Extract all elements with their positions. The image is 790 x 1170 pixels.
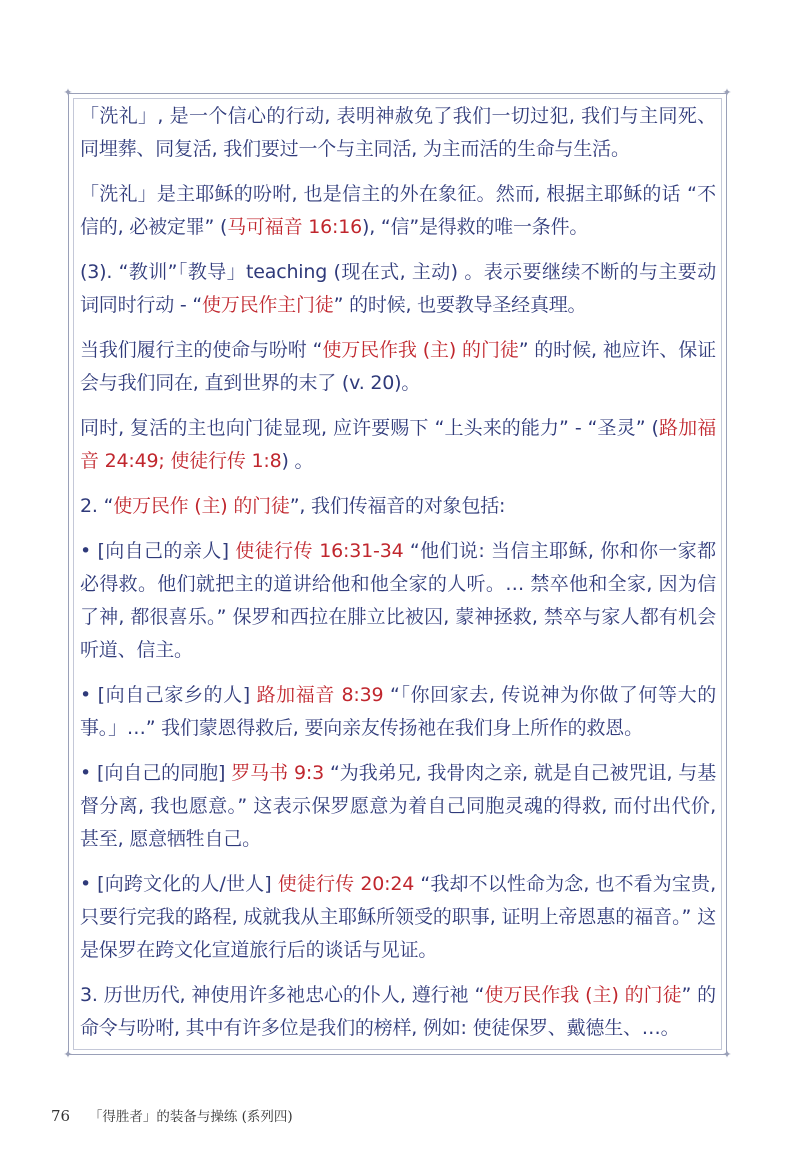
- paragraph-text: • [向自己的同胞]: [80, 762, 232, 784]
- book-title: 「得胜者」的装备与操练 (系列四): [88, 1109, 293, 1125]
- paragraph-text: ), “信”是得救的唯一条件。: [361, 216, 589, 238]
- paragraph: [80, 412, 716, 478]
- scripture-reference: 罗马书 9:3: [231, 762, 324, 784]
- paragraph-text: • [向自己家乡的人]: [80, 684, 257, 706]
- paragraph: [80, 334, 716, 400]
- scripture-reference: 使万民作我 (主) 的门徒: [322, 339, 519, 361]
- scripture-reference: 马可福音 16:16: [227, 216, 362, 238]
- paragraph: [80, 178, 716, 244]
- paragraph-text: ” 的时候, 祂应许、保证会与我们同在, 直到世界的末了 (v. 20)。: [80, 339, 716, 394]
- paragraph-text: 2. “: [80, 495, 114, 517]
- paragraph: [80, 100, 716, 166]
- paragraph-text: “我却不以性命为念, 也不看为宝贵, 只要行完我的路程, 成就我从主耶稣所领受的职事, 证明上帝恩惠的福音。” 这是保罗在跨文化宣道旅行后的谈话与见证。: [80, 873, 717, 961]
- scripture-reference: 路加福音 8:39: [256, 684, 384, 706]
- scripture-reference: 使万民作主门徒: [201, 294, 334, 316]
- scripture-reference: 使徒行传 20:24: [277, 873, 415, 895]
- paragraph-text: ”, 我们传福音的对象包括:: [289, 495, 506, 517]
- page-body: [80, 100, 716, 1057]
- paragraph-text: • [向跨文化的人/世人]: [80, 873, 278, 895]
- scripture-reference: 使万民作我 (主) 的门徒: [484, 984, 682, 1006]
- corner-ornament-icon: ✦: [63, 1048, 73, 1061]
- scripture-reference: 使万民作 (主) 的门徒: [113, 495, 290, 517]
- paragraph-text: “为我弟兄, 我骨肉之亲, 就是自己被咒诅, 与基督分离, 我也愿意。” 这表示保罗愿意为着自己同胞灵魂的得救, 而付出代价, 甚至, 愿意牺牲自己。: [80, 762, 717, 850]
- paragraph-text: “「你回家去, 传说神为你做了何等大的事。」…” 我们蒙恩得救后, 要向亲友传扬祂在我们身上所作的救恩。: [80, 684, 716, 739]
- paragraph-text: 当我们履行主的使命与吩咐 “: [80, 339, 323, 361]
- page-number: 76: [51, 1107, 71, 1125]
- paragraph-text: 「洗礼」, 是一个信心的行动, 表明神赦免了我们一切过犯, 我们与主同死、同埋葬、同复活, 我们要过一个与主同活, 为主而活的生命与生活。: [80, 105, 716, 160]
- paragraph-text: 「洗礼」是主耶稣的吩咐, 也是信主的外在象征。然而, 根据主耶稣的话 “不信的, 必被定罪” (: [80, 183, 716, 238]
- paragraph-text: 3. 历世历代, 神使用许多祂忠心的仆人, 遵行祂 “: [80, 984, 485, 1006]
- paragraph-text: “他们说: 当信主耶稣, 你和你一家都必得救。他们就把主的道讲给他和他全家的人听。… 禁卒他和全家, 因为信了神, 都很喜乐。” 保罗和西拉在腓立比被囚, 蒙神拯救, 禁卒与家人都有机会听道、信主。: [80, 540, 716, 661]
- scripture-reference: 使徒行传 16:31-34: [235, 540, 404, 562]
- paragraph: [80, 535, 716, 667]
- corner-ornament-icon: ✦: [722, 1048, 732, 1061]
- paragraph: [80, 490, 716, 523]
- paragraph-text: (3). “教训”「教导」teaching (现在式, 主动) 。表示要继续不断的与主要动词同时行动 - “: [80, 261, 716, 316]
- paragraph: [80, 256, 716, 322]
- paragraph: [80, 679, 716, 745]
- corner-ornament-icon: ✦: [722, 86, 732, 99]
- paragraph-text: ) 。: [281, 450, 314, 472]
- corner-ornament-icon: ✦: [63, 86, 73, 99]
- paragraph-text: ” 的时候, 也要教导圣经真理。: [333, 294, 587, 316]
- paragraph: [80, 868, 716, 967]
- paragraph-text: • [向自己的亲人]: [80, 540, 236, 562]
- page-footer: [51, 1105, 293, 1125]
- paragraph-text: 同时, 复活的主也向门徒显现, 应许要赐下 “上头来的能力” - “圣灵” (: [80, 417, 659, 439]
- scripture-reference: 路加福音 24:49; 使徒行传 1:8: [80, 417, 716, 472]
- paragraph-text: ” 的命令与吩咐, 其中有许多位是我们的榜样, 例如: 使徒保罗、戴德生、…。: [80, 984, 716, 1039]
- paragraph: [80, 757, 716, 856]
- paragraph: [80, 979, 716, 1045]
